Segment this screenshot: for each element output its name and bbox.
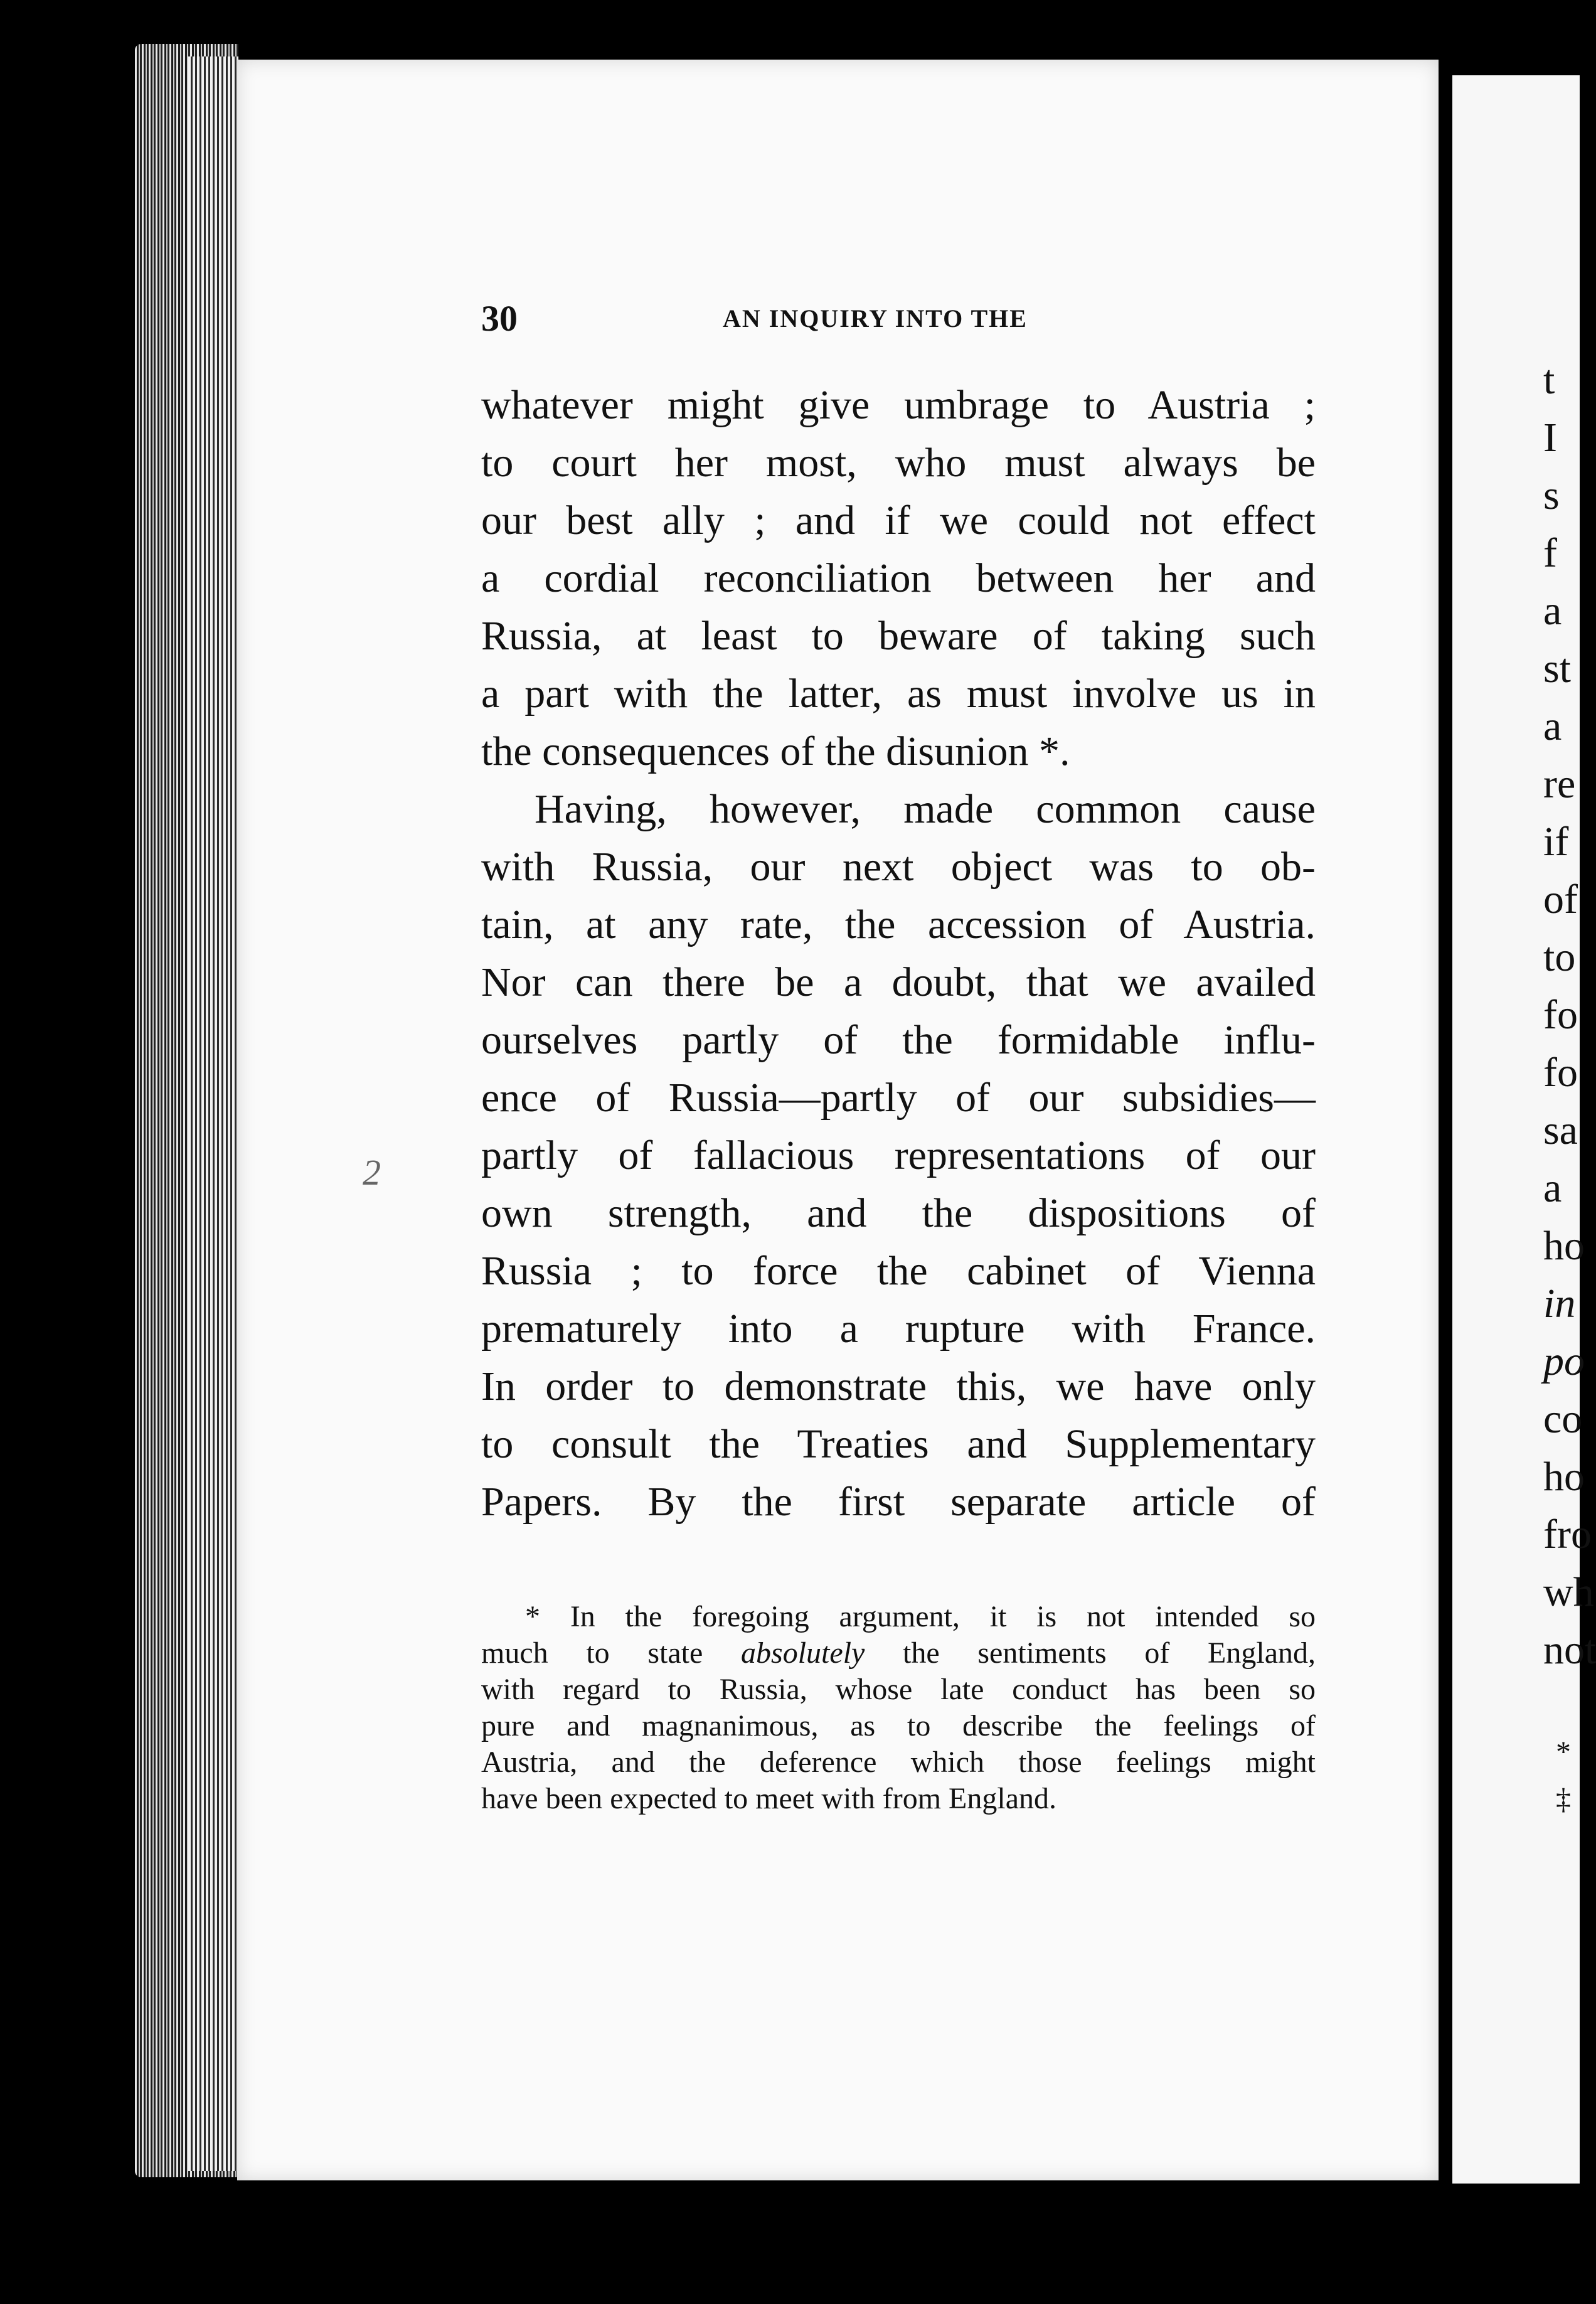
text-line: tain, at any rate, the accession of Austria. [481, 902, 1316, 947]
facing-line: ho [1543, 1223, 1585, 1269]
page-number: 30 [481, 298, 518, 339]
facing-line: fro [1543, 1512, 1592, 1557]
text-line: a part with the latter, as must involve us in [481, 671, 1316, 717]
facing-line: sa [1543, 1107, 1578, 1153]
facing-line: to [1543, 934, 1576, 980]
facing-line: t [1543, 357, 1555, 403]
facing-line: re [1543, 761, 1576, 807]
text-line: Russia ; to force the cabinet of Vienna [481, 1248, 1316, 1294]
facing-line: of [1543, 877, 1578, 922]
page-header [481, 294, 1316, 344]
text-line: to court her most, who must always be [481, 440, 1316, 486]
footnote-text: much to state [481, 1636, 742, 1670]
footnote-line: Austria, and the deference which those feelings might [481, 1746, 1316, 1779]
text-line: Papers. By the first separate article of [481, 1479, 1316, 1525]
text-line: own strength, and the dispositions of [481, 1190, 1316, 1236]
footnote [481, 1599, 1316, 1817]
facing-line: po [1543, 1338, 1585, 1384]
facing-line: fo [1543, 1050, 1578, 1096]
footnote-line: with regard to Russia, whose late conduct has been so [481, 1673, 1316, 1706]
text-line: ence of Russia—partly of our subsidies— [481, 1075, 1316, 1121]
handwritten-margin-note: 2 [363, 1152, 381, 1193]
text-line: Russia, at least to beware of taking such [481, 613, 1316, 659]
footnote-italic-text: absolutely [741, 1636, 865, 1670]
text-line: ourselves partly of the formidable influ- [481, 1017, 1316, 1063]
facing-line: not [1543, 1627, 1596, 1673]
facing-line: ho [1543, 1454, 1585, 1500]
text-line: partly of fallacious representations of our [481, 1133, 1316, 1178]
running-head: AN INQUIRY INTO THE [723, 304, 1028, 333]
facing-footnote-mark: ‡ [1556, 1783, 1571, 1816]
text-line: with Russia, our next object was to ob- [481, 844, 1316, 890]
text-line: prematurely into a rupture with France. [481, 1306, 1316, 1352]
footnote-line: pure and magnanimous, as to describe the feelings of [481, 1709, 1316, 1742]
text-line: our best ally ; and if we could not effect [481, 498, 1316, 543]
facing-line: a [1543, 703, 1562, 749]
facing-footnote-mark: * [1556, 1736, 1571, 1769]
facing-line: f [1543, 530, 1557, 576]
facing-line: st [1543, 646, 1572, 691]
footnote-line [481, 1635, 1316, 1672]
facing-line: if [1543, 819, 1569, 865]
body-text [481, 376, 1316, 1531]
text-line: In order to demonstrate this, we have only [481, 1363, 1316, 1409]
facing-line: in [1543, 1281, 1576, 1326]
facing-line: s [1543, 472, 1560, 518]
facing-line: a [1543, 588, 1562, 634]
text-line: to consult the Treaties and Supplementary [481, 1421, 1316, 1467]
text-line: whatever might give umbrage to Austria ; [481, 382, 1316, 428]
facing-page-footnote-marks [1556, 1729, 1580, 1823]
book-page-edges-inner [188, 56, 238, 2171]
facing-line: I [1543, 415, 1557, 461]
text-line: the consequences of the disunion *. [481, 728, 1070, 774]
facing-line: fo [1543, 992, 1578, 1038]
text-line: a cordial reconciliation between her and [481, 555, 1316, 601]
footnote-line: have been expected to meet with from England. [481, 1782, 1056, 1815]
text-line: Having, however, made common cause [535, 786, 1316, 832]
text-line: Nor can there be a doubt, that we availed [481, 959, 1316, 1005]
facing-page-text [1543, 351, 1596, 1679]
footnote-line: * In the foregoing argument, it is not intended so [525, 1600, 1316, 1633]
facing-line: wh [1543, 1569, 1594, 1615]
footnote-text: the sentiments of England, [864, 1636, 1316, 1670]
facing-line: a [1543, 1165, 1562, 1211]
facing-line: co [1543, 1396, 1583, 1442]
